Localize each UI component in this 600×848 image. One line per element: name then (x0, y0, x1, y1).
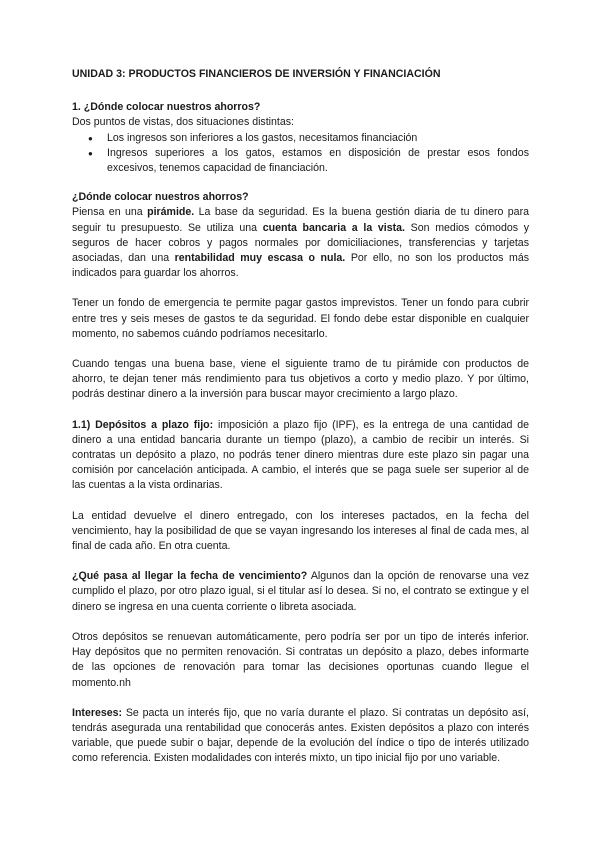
bold-term: rentabilidad muy escasa o nula. (174, 252, 346, 265)
paragraph (72, 569, 529, 615)
text-run: La base da seguridad. Es la buena gestión diaria de tu dinero para seguir tu presupuesto. Se utiliza una (72, 206, 529, 234)
paragraph (72, 706, 529, 767)
bold-term: pirámide. (147, 206, 195, 219)
text-run: Se pacta un interés fijo, que no varía durante el plazo. Si contratas un depósito así, tendrás asegurada una rentabilidad que conocerás antes. Existen depósitos a plazo con interés variable, que puede subir o bajar, depende de la evolución del índice o tipo de interés utilizado como referencia. Existen modalidades con interés mixto, un tipo inicial fijo por uno variable. (72, 706, 529, 765)
text-run: Algunos dan la opción de renovarse una vez cumplido el plazo, por otro plazo igual, si el titular así lo desea. Si no, el contrato se extingue y el dinero se ingresa en una cuenta corriente o libreta asociada. (72, 570, 529, 613)
text-run: imposición a plazo fijo (IPF), es la entrega de una cantidad de dinero a una entidad bancaria durante un tiempo (plazo), a cambio de recibir un interés. Si contratas un depósito a plazo, no podrás tener dinero mientras dure este plazo sin pagar una comisión por cancelación anticipada. A cambio, el interés que se paga suele ser superior al de las cuentas a la vista ordinarias. (72, 418, 530, 492)
question-heading: ¿Qué pasa al llegar la fecha de vencimiento? (72, 570, 308, 583)
intro-text: Dos puntos de vistas, dos situaciones distintas: (72, 116, 294, 129)
list-item: ● Ingresos superiores a los gatos, estamos en disposición de prestar esos fondos excesivos, tenemos capacidad de financiación. (72, 146, 529, 176)
list-item: ● Los ingresos son inferiores a los gastos, necesitamos financiación (72, 131, 529, 146)
interest-heading: Intereses: (72, 706, 123, 719)
text-run: Piensa en una (72, 206, 148, 219)
text-run: Son medios cómodos y seguros de hacer cobros y pagos normales por domiciliaciones, transferencias y tarjetas asociadas, dan una (72, 221, 529, 265)
bullet-list (72, 131, 529, 177)
paragraph: La entidad devuelve el dinero entregado, con los intereses pactados, en la fecha del vencimiento, hay la posibilidad de que se vayan ingresando los intereses al final de cada mes, al final de cada año. En otra cuenta. (72, 509, 529, 553)
text-run: Por ello, no son los productos más indicados para guardar los ahorros. (72, 252, 530, 280)
page-title: UNIDAD 3: PRODUCTOS FINANCIEROS DE INVERSIÓN Y FINANCIACIÓN (72, 68, 441, 80)
section-heading-3: 1.1) Depósitos a plazo fijo: (72, 418, 214, 431)
paragraph: Otros depósitos se renuevan automáticamente, pero podría ser por un tipo de interés inferior. Hay depósitos que no permiten renovación. Si contratas un depósito a plazo, debes informarte de las opciones de renovación para tomar las decisiones oportunas cuando llegue el momento.nh (72, 630, 529, 689)
section-heading-1: 1. ¿Dónde colocar nuestros ahorros? (72, 101, 261, 114)
paragraph (72, 418, 529, 494)
paragraph: Cuando tengas una buena base, viene el siguiente tramo de tu pirámide con productos de ahorro, te dejan tener más rendimiento para tus objetivos a corto y medio plazo. Y por último, podrás destinar dinero a la inversión para buscar mayor crecimiento a largo plazo. (72, 358, 529, 401)
bold-term: cuenta bancaria a la vista. (262, 221, 405, 234)
section-heading-2: ¿Dónde colocar nuestros ahorros? (72, 191, 249, 204)
paragraph (72, 205, 529, 281)
paragraph: Tener un fondo de emergencia te permite pagar gastos imprevistos. Tener un fondo para cubrir entre tres y seis meses de gastos te da seguridad. El fondo debe estar disponible en cualquier momento, no sabemos cuándo podríamos necesitarlo. (72, 297, 529, 340)
